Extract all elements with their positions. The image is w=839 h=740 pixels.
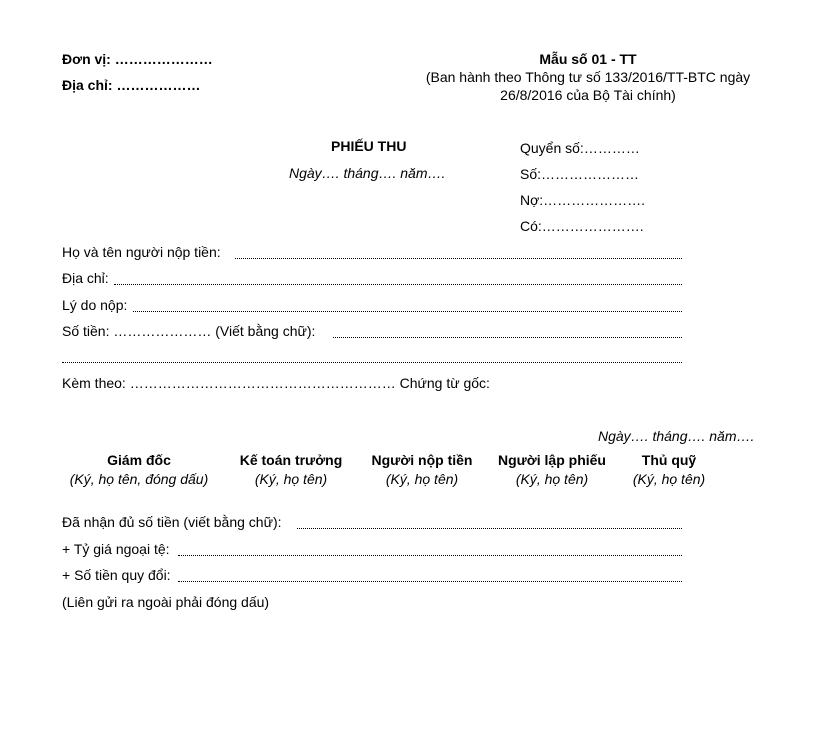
dia-chi-dotted-line: [114, 284, 682, 285]
dia-chi-label: Địa chỉ:: [62, 270, 109, 286]
signature-ke-toan-truong: [233, 452, 349, 487]
quy-doi-label: + Số tiền quy đổi:: [62, 567, 171, 583]
signature-title: Người lập phiếu: [498, 452, 606, 468]
sign-date: Ngày…. tháng…. năm….: [598, 428, 755, 444]
signature-note: (Ký, họ tên, đóng dấu): [69, 471, 209, 487]
signature-note: (Ký, họ tên): [385, 471, 459, 487]
don-vi-label: Đơn vị: …………………: [62, 51, 213, 67]
kem-theo-label: Kèm theo: ………………………………………………… Chứng từ gốc:: [62, 375, 490, 391]
ho-ten-label: Họ và tên người nộp tiền:: [62, 244, 221, 260]
signature-title: Thủ quỹ: [641, 452, 697, 468]
so-tien-dotted-line: [333, 337, 682, 338]
signature-nguoi-lap-phieu: [492, 452, 612, 487]
title-date: Ngày…. tháng…. năm….: [289, 165, 446, 181]
page-title: PHIẾU THU: [331, 138, 407, 154]
ty-gia-label: + Tỷ giá ngoại tệ:: [62, 541, 170, 557]
ly-do-dotted-line: [133, 311, 682, 312]
so-tien-dotted-line-2: [62, 362, 682, 363]
issued-line-2: 26/8/2016 của Bộ Tài chính): [500, 87, 676, 103]
form-code: Mẫu số 01 - TT: [539, 51, 637, 67]
signature-note: (Ký, họ tên): [515, 471, 589, 487]
da-nhan-label: Đã nhận đủ số tiền (viết bằng chữ):: [62, 514, 282, 530]
so-tien-label: Số tiền: ………………… (Viết bằng chữ):: [62, 323, 316, 339]
quyen-so: Quyển số:…………: [520, 140, 640, 156]
issued-line-1: (Ban hành theo Thông tư số 133/2016/TT-BTC ngày: [425, 69, 751, 85]
da-nhan-dotted-line: [297, 528, 682, 529]
signature-nguoi-nop-tien: [364, 452, 480, 487]
lien-gui-note: (Liên gửi ra ngoài phải đóng dấu): [62, 594, 270, 610]
no-account: Nợ:………………….: [520, 192, 646, 208]
signature-note: (Ký, họ tên): [254, 471, 328, 487]
signature-thu-quy: [624, 452, 714, 487]
quy-doi-dotted-line: [178, 581, 682, 582]
ty-gia-dotted-line: [178, 555, 682, 556]
signature-note: (Ký, họ tên): [632, 471, 706, 487]
signature-title: Người nộp tiền: [371, 452, 473, 468]
ly-do-label: Lý do nộp:: [62, 297, 128, 313]
signature-giam-doc: [62, 452, 216, 487]
co-account: Có:………………….: [520, 218, 644, 234]
so-phieu: Số:…………………: [520, 166, 640, 182]
signature-title: Kế toán trưởng: [239, 452, 343, 468]
ho-ten-dotted-line: [235, 258, 682, 259]
signature-title: Giám đốc: [107, 452, 171, 468]
dia-chi-header-label: Địa chỉ: ………………: [62, 77, 201, 93]
